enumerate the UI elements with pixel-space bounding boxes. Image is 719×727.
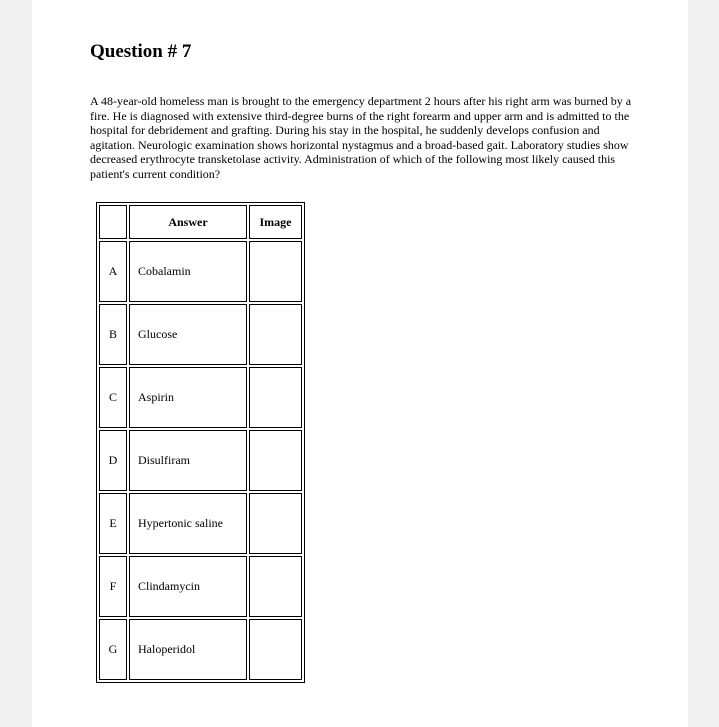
option-letter: A [99,241,127,302]
answer-option-a[interactable] [99,241,302,302]
option-image-cell [249,304,302,365]
answer-option-g[interactable] [99,619,302,680]
option-image-cell [249,619,302,680]
letter-column-header [99,205,127,239]
option-answer: Glucose [129,304,247,365]
option-image-cell [249,367,302,428]
document-page [32,0,688,727]
option-image-cell [249,556,302,617]
answer-option-c[interactable] [99,367,302,428]
option-answer: Haloperidol [129,619,247,680]
question-text: A 48-year-old homeless man is brought to the emergency department 2 hours after his right arm was burned by a fire. He is diagnosed with extensive third-degree burns of the right forearm and upper arm and is admitted to the hospital for debridement and grafting. During his stay in the hospital, he suddenly develops confusion and agitation. Neurologic examination shows horizontal nystagmus and a broad-based gait. Laboratory studies show decreased erythrocyte transketolase activity. Administration of which of the following most likely caused this patient's current condition? [90,94,632,181]
answer-option-b[interactable] [99,304,302,365]
answer-table [96,202,305,683]
answer-table-header-row [99,205,302,239]
answer-option-d[interactable] [99,430,302,491]
option-answer: Aspirin [129,367,247,428]
answer-column-header: Answer [129,205,247,239]
option-letter: E [99,493,127,554]
answer-option-e[interactable] [99,493,302,554]
option-image-cell [249,493,302,554]
option-answer: Disulfiram [129,430,247,491]
image-column-header: Image [249,205,302,239]
option-answer: Clindamycin [129,556,247,617]
option-image-cell [249,430,302,491]
answer-option-f[interactable] [99,556,302,617]
option-image-cell [249,241,302,302]
question-title: Question # 7 [90,41,192,62]
option-letter: D [99,430,127,491]
option-letter: F [99,556,127,617]
option-letter: G [99,619,127,680]
option-letter: C [99,367,127,428]
option-letter: B [99,304,127,365]
option-answer: Hypertonic saline [129,493,247,554]
option-answer: Cobalamin [129,241,247,302]
